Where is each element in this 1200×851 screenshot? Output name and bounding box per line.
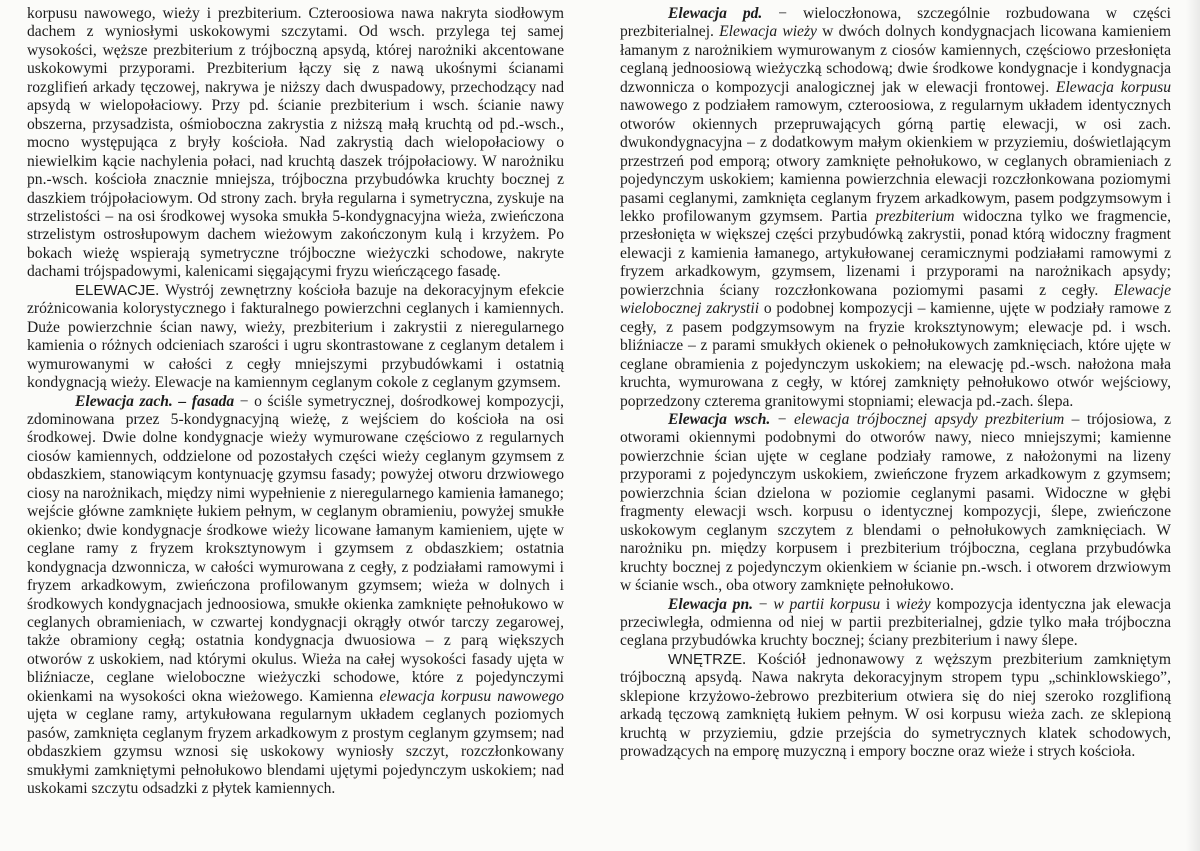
body-text: nawowego z podziałem ramowym, czteroosiowa, z regularnym układem identycznych otworów okiennych przepruwających górną partię elewacji, w osi zach. dwukondygnacyjna – z dodatkowym małym okienkiem w przyziemiu, doświetlającym przestrzeń pod emporą; otwory zamknięte pełnołukowo, w ceglanych obramieniach z pojedynczym uskokiem; kamienna powierzchnia elewacji rozczłonkowana poziomymi pasami ceglanymi, zamknięta ceglanym fryzem arkadkowym, pasem podgzymsowym i lekko profilowanym gzymsem. Partia xyxy=(620,97,1171,225)
section-subheading: Elewacja wsch. xyxy=(668,410,771,428)
paragraph xyxy=(620,651,1171,762)
body-text: − xyxy=(770,410,794,428)
emphasis-text: Elewacja korpusu xyxy=(1055,78,1172,96)
body-text: . Wystrój zewnętrzny kościoła bazuje na dekoracyjnym efekcie zróżnicowania kolorystycznego i fakturalnego powierzchni ceglanych i kamiennych. Duże powierzchnie ścian nawy, wieży, prezbiterium i zakrystii z nieregularnego kamienia o różnych odcieniach szarości i ugru skontrastowane z ceglanym detalem i wymurowanymi w całości z cegły mniejszymi przybudówkami i ostatnią kondygnacją wieży. Elewacje na kamiennym ceglanym cokole z ceglanym gzymsem. xyxy=(27,281,564,392)
body-text: − o ściśle symetrycznej, dośrodkowej kompozycji, zdominowana przez 5-kondygnacyjną wieżę, z wejściem do kościoła na osi środkowej. Dwie dolne kondygnacje wieży wymurowane częściowo z regularnych ciosów kamiennych, oddzielone od pozostałych części wieży ceglanym gzymsem z obdaszkiem, stanowiącym kontynuację gzymsu fasady; powyżej otworu drzwiowego ciosy na narożnikach, między nimi wypełnienie z nieregularnego kamienia łamanego; wejście główne zamknięte łukiem pełnym, w ceglanym obramieniu, powyżej smukłe okienko; dwie kondygnacje środkowe wieży licowane łamanym kamieniem, ujęte w ceglane ramy z fryzem kroksztynowym i gzymsem z obdaszkiem; ostatnia kondygnacja dzwonnicza, w całości wymurowana z cegły, z podziałami ramowymi i fryzem arkadkowym, zwieńczona profilowanym gzymsem; wieża w dolnych i środkowych kondygnacjach jednoosiowa, smukłe okienka zamknięte pełnołukowo w ceglanych obramieniach, w czwartej kondygnacji okrągły otwór tarczy zegarowej, także obramiony cegłą; ostatnia kondygnacja dwuosiowa – z parą większych otworów z uskokiem, nad którymi okulus. Wieża na całej wysokości fasady ujęta w bliźniacze, ceglane wieloboczne wieżyczki schodowe, które z pojedynczymi okienkami na wysokości okna wieżowego. Kamienna xyxy=(27,392,565,705)
paragraph xyxy=(27,5,564,282)
text-column-right xyxy=(620,5,1171,762)
body-text: ujęta w ceglane ramy, artykułowana regularnym układem ceglanych poziomych pasów, zamknięta ceglanym fryzem arkadkowym z prostym ceglanym gzymsem; nad obdaszkiem gzymsu wznosi się uskokowy wyniosły szczyt, rozczłonkowany smukłymi zamkniętymi pełnołukowo blendami ujętymi pojedynczym uskokiem; nad uskokami szczytu odsadzki z płytek kamiennych. xyxy=(27,706,564,798)
section-subheading: Elewacja zach. – fasada xyxy=(75,392,235,410)
emphasis-text: elewacja trójbocznej apsydy prezbiterium xyxy=(793,410,1065,428)
emphasis-text: w partii korpusu xyxy=(773,595,881,613)
emphasis-text: elewacja korpusu nawowego xyxy=(379,687,564,705)
body-text: o podobnej kompozycji – kamienne, ujęte w podziały ramowe z cegły, z pasem podgzymsowym na fryzie kroksztynowym; elewacje pd. i wsch. bliźniacze – z parami smukłych okienek o pełnołukowych zamknięciach, które ujęte w ceglane obramienia z pojedynczym uskokiem; na elewację pd.-wsch. nałożona mała kruchta, wymurowana z cegły, w której zamknięty pełnołukowo otwór wejściowy, poprzedzony czterema granitowymi stopniami; elewacja pd.-zach. ślepa. xyxy=(620,300,1171,410)
paragraph xyxy=(27,282,564,393)
text-column-left xyxy=(27,5,564,798)
scan-edge-shadow xyxy=(1186,0,1200,851)
body-text: − xyxy=(753,595,774,613)
emphasis-text: wieży xyxy=(896,595,931,613)
paragraph xyxy=(27,393,564,799)
section-subheading: Elewacja pd. xyxy=(668,5,763,22)
body-text: − wieloczłonowa, szczególnie rozbudowana w części prezbiterialnej. xyxy=(620,5,1172,41)
body-text: kompozycja identyczna jak elewacja przeciwległa, odmienna od niej w partii prezbiterialnej, gdzie tylko mała trójboczna ceglana przybudówka kruchty bocznej; ściany prezbiterium i nawy ślepe. xyxy=(620,595,1171,650)
body-text: widoczna tylko we fragmencie, przesłonięta w większej części przybudówką zakrystii, ponad którą widoczny fragment elewacji z kamienia łamanego, artykułowanej ceramicznymi podziałami ramowymi z fryzem arkadkowym, gzymsem, lizenami i przyporami na narożnikach apsydy; powierzchnia ściany rozczłonkowana poziomymi pasami z cegły. xyxy=(620,207,1172,299)
emphasis-text: Elewacja wieży xyxy=(719,23,817,41)
paragraph xyxy=(620,596,1171,651)
emphasis-text: prezbiterium xyxy=(875,207,955,225)
section-heading: WNĘTRZE xyxy=(668,650,743,668)
body-text: – trójosiowa, z otworami okiennymi podobnymi do otworów nawy, nieco mniejszymi; kamienne powierzchnie ścian ujęte w ceglane podziały ramowe, z nałożonymi na lizeny przyporami z pojedynczym uskokiem, zwieńczone fryzem arkadkowym z gzymsem; powierzchnia ścian dzielona w poziomie ceglanymi pasami. Widoczne w głębi fragmenty elewacji wsch. korpusu o identycznej kompozycji, ślepe, zwieńczone uskokowym ceglanym szczytem z blendami o pełnołukowych zamknięciach. W narożniku pn. między korpusem i prezbiterium trójboczna, ceglana przybudówka kruchty bocznej z pojedynczym okienkiem w ścianie pn.-wsch. i otworem drzwiowym w ścianie wsch., oba otwory zamknięte pełnołukowo. xyxy=(620,410,1171,595)
body-text: korpusu nawowego, wieży i prezbiterium. Czteroosiowa nawa nakryta siodłowym dachem z wyniosłymi uskokowymi szczytami. Od wsch. przylega tej samej wysokości, węższe prezbiterium z trójboczną apsydą, której narożniki akcentowane uskokowymi przyporami. Prezbiterium łączy się z nawą ukośnymi ścianami rozglifień arkady tęczowej, nakrywa je niższy dach dwuspadowy, przechodzący nad apsydą w wielopołaciowy. Przy pd. ścianie prezbiterium i wsch. ścianie nawy obszerna, przysadzista, ośmioboczna zakrystia z niższą małą kruchtą od pd.-wsch., mocno występująca z bryły kościoła. Nad zakrystią dach wielopołaciowy o niewielkim kącie nachylenia połaci, nad kruchtą daszek trójpołaciowy. W narożniku pn.-wsch. kościoła znacznie mniejsza, trójboczna przybudówka kruchty bocznej z daszkiem trójpołaciowym. Od strony zach. bryła regularna i symetryczna, zyskuje na strzelistości – na osi środkowej wysoka smukła 5-kondygnacyjna wieża, zwieńczona strzelistym ostrosłupowym dachem wieżowym zakończonym kulą i krzyżem. Po bokach wieżę wspierają symetryczne trójboczne wieżyczki schodowe, nakryte dachami trójspadowymi, kalenicami sięgającymi fryzu wieńczącego fasadę. xyxy=(27,5,564,281)
section-subheading: Elewacja pn. xyxy=(668,595,754,613)
paragraph xyxy=(620,5,1171,411)
paragraph xyxy=(620,411,1171,596)
emphasis-text: Elewacje wielobocznej zakrystii xyxy=(620,281,1171,318)
body-text: i xyxy=(880,595,896,613)
section-heading: ELEWACJE xyxy=(75,281,156,299)
body-text: . Kościół jednonawowy z węższym prezbiterium zamkniętym trójboczną apsydą. Nawa nakryta dekoracyjnym stropem typu „schinklowskiego”, sklepione krzyżowo-żebrowo prezbiterium otwiera się do niej szeroko rozglifioną arkadą tęczową zamkniętą łukiem pełnym. W osi korpusu wieża zach. ze sklepioną kruchtą w przyziemiu, gdzie przejścia do symetrycznych klatek schodowych, prowadzących na emporę muzyczną i empory boczne oraz wieże i strych kościoła. xyxy=(620,650,1171,761)
body-text: w dwóch dolnych kondygnacjach licowana kamieniem łamanym z narożnikiem wymurowanym z ciosów kamiennych, częściowo przesłonięta ceglaną jednoosiową wieżyczką schodową; dwie środkowe kondygnacje i kondygnacja dzwonnicza o kompozycji analogicznej jak w elewacji frontowej. xyxy=(620,23,1172,96)
